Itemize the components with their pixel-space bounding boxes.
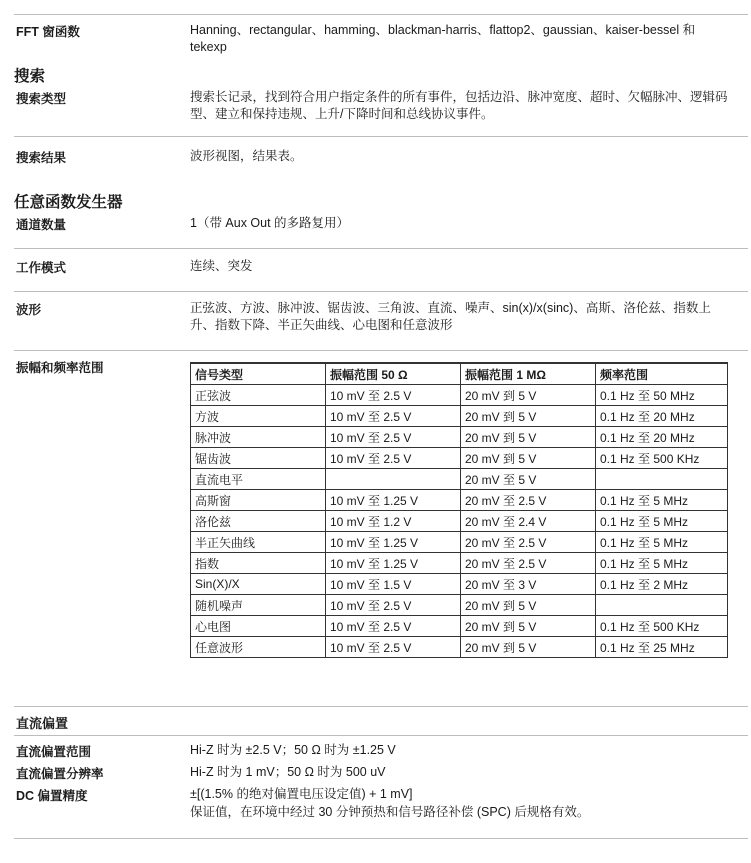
table-cell: 10 mV 至 2.5 V [326, 406, 461, 427]
table-cell: 10 mV 至 2.5 V [326, 385, 461, 406]
dc-offset-range-label: 直流偏置范围 [16, 745, 92, 759]
table-cell: 10 mV 至 2.5 V [326, 637, 461, 658]
search-result-value: 波形视图，结果表。 [190, 149, 303, 163]
table-cell: 20 mV 到 5 V [461, 448, 596, 469]
table-row [191, 406, 728, 427]
search-type-value: 搜索长记录，找到符合用户指定条件的所有事件，包括边沿、脉冲宽度、超时、欠幅脉冲、逻辑码型、建立和保持违规、上升/下降时间和总线协议事件。 [190, 90, 728, 121]
afg-channels-label: 通道数量 [16, 218, 67, 232]
search-type-label: 搜索类型 [16, 92, 67, 106]
divider [14, 136, 748, 137]
table-cell: 20 mV 到 5 V [461, 637, 596, 658]
afg-waveform-label: 波形 [16, 303, 42, 317]
table-cell: 方波 [191, 406, 326, 427]
table-cell: 心电图 [191, 616, 326, 637]
table-header-cell: 振幅范围 1 MΩ [461, 363, 596, 385]
fft-window-label: FFT 窗函数 [16, 25, 80, 39]
search-heading: 搜索 [14, 68, 46, 85]
table-row [191, 595, 728, 616]
table-cell: 洛伦兹 [191, 511, 326, 532]
table-header-row [191, 363, 728, 385]
table-cell: 直流电平 [191, 469, 326, 490]
table-cell: 20 mV 到 5 V [461, 385, 596, 406]
table-cell: 0.1 Hz 至 5 MHz [596, 511, 728, 532]
table-cell: 任意波形 [191, 637, 326, 658]
table-cell: 20 mV 到 5 V [461, 427, 596, 448]
divider [14, 291, 748, 292]
table-row [191, 511, 728, 532]
afg-range-label: 振幅和频率范围 [16, 361, 104, 375]
table-cell: 10 mV 至 2.5 V [326, 616, 461, 637]
table-cell: 20 mV 到 5 V [461, 595, 596, 616]
table-cell: 10 mV 至 2.5 V [326, 448, 461, 469]
divider [14, 14, 748, 15]
table-row [191, 637, 728, 658]
table-cell: 10 mV 至 2.5 V [326, 595, 461, 616]
table-cell: 0.1 Hz 至 2 MHz [596, 574, 728, 595]
table-cell: 20 mV 至 3 V [461, 574, 596, 595]
dc-offset-range-value: Hi-Z 时为 ±2.5 V；50 Ω 时为 ±1.25 V [190, 743, 396, 757]
table-cell: 0.1 Hz 至 50 MHz [596, 385, 728, 406]
table-cell: 20 mV 至 2.4 V [461, 511, 596, 532]
table-row [191, 469, 728, 490]
amplitude-frequency-table [190, 362, 728, 658]
afg-mode-label: 工作模式 [16, 261, 67, 275]
dc-offset-heading: 直流偏置 [16, 716, 69, 731]
table-cell: 0.1 Hz 至 500 KHz [596, 448, 728, 469]
table-cell: 0.1 Hz 至 5 MHz [596, 532, 728, 553]
table-cell [596, 595, 728, 616]
afg-channels-value: 1（带 Aux Out 的多路复用） [190, 216, 350, 230]
table-cell: 20 mV 至 2.5 V [461, 532, 596, 553]
divider [14, 248, 748, 249]
table-row [191, 553, 728, 574]
divider [14, 350, 748, 351]
table-cell: 10 mV 至 1.25 V [326, 532, 461, 553]
divider [14, 706, 748, 707]
fft-window-value: Hanning、rectangular、hamming、blackman-harris、flattop2、gaussian、kaiser-bessel 和 tekexp [190, 23, 696, 54]
divider [14, 838, 748, 839]
table-row [191, 427, 728, 448]
table-cell: 20 mV 到 5 V [461, 406, 596, 427]
table-cell: 高斯窗 [191, 490, 326, 511]
dc-offset-resolution-label: 直流偏置分辨率 [16, 767, 104, 781]
table-cell: 10 mV 至 1.25 V [326, 553, 461, 574]
table-header-cell: 信号类型 [191, 363, 326, 385]
table-cell: 0.1 Hz 至 20 MHz [596, 406, 728, 427]
table-cell: 0.1 Hz 至 5 MHz [596, 553, 728, 574]
afg-waveform-value: 正弦波、方波、脉冲波、锯齿波、三角波、直流、噪声、sin(x)/x(sinc)、高斯、洛伦兹、指数上升、指数下降、半正矢曲线、心电图和任意波形 [190, 301, 711, 332]
table-cell: 20 mV 到 5 V [461, 616, 596, 637]
table-cell: 脉冲波 [191, 427, 326, 448]
table-row [191, 532, 728, 553]
table-row [191, 574, 728, 595]
table-header-cell: 振幅范围 50 Ω [326, 363, 461, 385]
divider [14, 735, 748, 736]
table-row [191, 616, 728, 637]
search-result-label: 搜索结果 [16, 151, 67, 165]
table-cell: 0.1 Hz 至 25 MHz [596, 637, 728, 658]
table-cell: 20 mV 至 5 V [461, 469, 596, 490]
table-cell: 正弦波 [191, 385, 326, 406]
table-cell: 0.1 Hz 至 20 MHz [596, 427, 728, 448]
dc-offset-accuracy-note: 保证值，在环境中经过 30 分钟预热和信号路径补偿 (SPC) 后规格有效。 [190, 805, 590, 819]
table-cell [596, 469, 728, 490]
table-cell: 10 mV 至 1.5 V [326, 574, 461, 595]
table-row [191, 448, 728, 469]
table-cell: 0.1 Hz 至 5 MHz [596, 490, 728, 511]
table-cell: 10 mV 至 2.5 V [326, 427, 461, 448]
table-cell: 20 mV 至 2.5 V [461, 490, 596, 511]
afg-mode-value: 连续、突发 [190, 259, 253, 273]
table-row [191, 385, 728, 406]
table-cell: 20 mV 至 2.5 V [461, 553, 596, 574]
dc-offset-resolution-value: Hi-Z 时为 1 mV；50 Ω 时为 500 uV [190, 765, 386, 779]
dc-offset-accuracy-label: DC 偏置精度 [16, 789, 88, 803]
table-cell: 10 mV 至 1.25 V [326, 490, 461, 511]
table-row [191, 490, 728, 511]
table-cell: 随机噪声 [191, 595, 326, 616]
table-cell [326, 469, 461, 490]
table-cell: Sin(X)/X [191, 574, 326, 595]
table-cell: 锯齿波 [191, 448, 326, 469]
dc-offset-accuracy-value: ±[(1.5% 的绝对偏置电压设定值) + 1 mV] [190, 787, 413, 801]
afg-heading: 任意函数发生器 [14, 194, 123, 211]
table-cell: 0.1 Hz 至 500 KHz [596, 616, 728, 637]
table-cell: 半正矢曲线 [191, 532, 326, 553]
table-cell: 指数 [191, 553, 326, 574]
table-header-cell: 频率范围 [596, 363, 728, 385]
table-cell: 10 mV 至 1.2 V [326, 511, 461, 532]
